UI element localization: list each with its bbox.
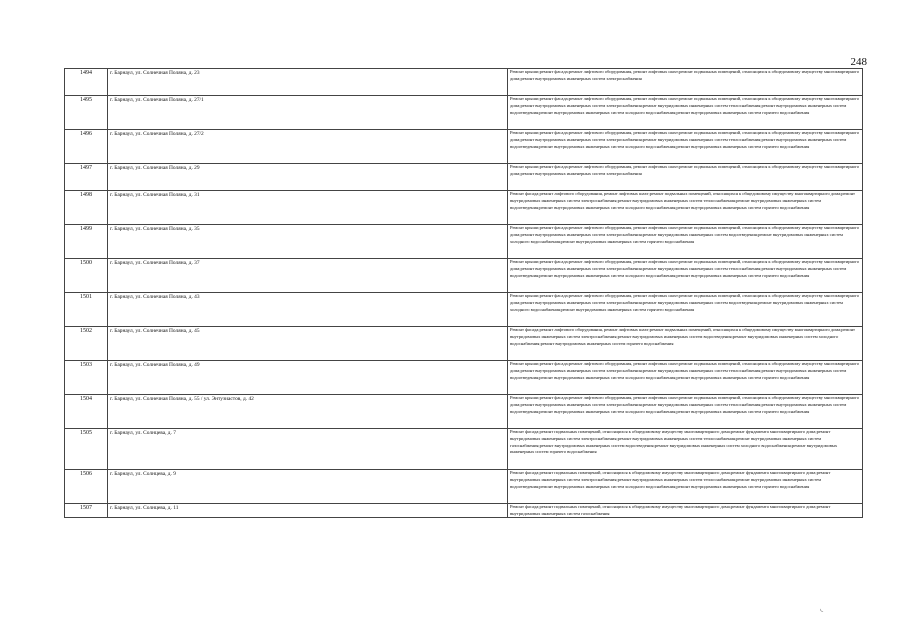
row-number: 1502 xyxy=(65,327,108,361)
row-address: г. Барнаул, ул. Солнечная Поляна, д. 37 xyxy=(108,259,508,293)
row-number: 1501 xyxy=(65,293,108,327)
row-number: 1500 xyxy=(65,259,108,293)
row-work-types xyxy=(508,130,863,164)
table-body xyxy=(65,69,863,518)
work-text: Ремонт крыши;ремонт фасада;ремонт лифтового оборудования, ремонт лифтовых шахт;ремонт подвальных помещений, относящихся к общедомовому имуществу многоквартирного дома;ремонт внутридомовых инженерных систем электроснабжения;ремонт внутридомовых инженерных систем водоотведения;ремонт внутридомовых инженерных систем холодного водоснабжения;ремонт внутридомовых инженерных систем горячего водоснабжения xyxy=(510,293,860,312)
row-work-types xyxy=(508,470,863,504)
row-work-types xyxy=(508,164,863,191)
scan-mark: ◟ xyxy=(820,604,824,613)
table-row xyxy=(65,130,863,164)
work-text: Ремонт крыши;ремонт фасада;ремонт лифтового оборудования, ремонт лифтовых шахт;ремонт подвальных помещений, относящихся к общедомовому имуществу многоквартирного дома;ремонт внутридомовых инженерных систем электроснабжения;ремонт внутридомовых инженерных систем теплоснабжения;ремонт внутридомовых инженерных систем водоотведения;ремонт внутридомовых инженерных систем холодного водоснабжения;ремонт внутридомовых инженерных систем горячего водоснабжения xyxy=(510,96,860,115)
row-work-types xyxy=(508,225,863,259)
row-work-types xyxy=(508,69,863,96)
row-number: 1503 xyxy=(65,361,108,395)
row-address: г. Барнаул, ул. Солнечная Поляна, д. 55 / ул. Энтузиастов, д. 42 xyxy=(108,395,508,429)
table-row xyxy=(65,96,863,130)
table-row xyxy=(65,395,863,429)
table-row xyxy=(65,259,863,293)
row-address: г. Барнаул, ул. Солнечная Поляна, д. 43 xyxy=(108,293,508,327)
row-address: г. Барнаул, ул. Солнечная Поляна, д. 23 xyxy=(108,69,508,96)
row-work-types xyxy=(508,96,863,130)
row-address: г. Барнаул, ул. Солнечная Поляна, д. 49 xyxy=(108,361,508,395)
row-number: 1506 xyxy=(65,470,108,504)
row-number: 1494 xyxy=(65,69,108,96)
row-work-types xyxy=(508,293,863,327)
row-address: г. Барнаул, ул. Солнцева, д. 7 xyxy=(108,429,508,470)
table-row xyxy=(65,327,863,361)
table-row xyxy=(65,69,863,96)
row-number: 1496 xyxy=(65,130,108,164)
row-address: г. Барнаул, ул. Солнечная Поляна, д. 45 xyxy=(108,327,508,361)
table-row xyxy=(65,225,863,259)
repair-table xyxy=(64,68,863,518)
work-text: Ремонт крыши;ремонт фасада;ремонт лифтового оборудования, ремонт лифтовых шахт;ремонт подвальных помещений, относящихся к общедомовому имуществу многоквартирного дома;ремонт внутридомовых инженерных систем электроснабжения;ремонт внутридомовых инженерных систем теплоснабжения;ремонт внутридомовых инженерных систем водоотведения;ремонт внутридомовых инженерных систем холодного водоснабжения;ремонт внутридомовых инженерных систем горячего водоснабжения xyxy=(510,130,860,149)
row-address: г. Барнаул, ул. Солнечная Поляна, д. 27/2 xyxy=(108,130,508,164)
table-row xyxy=(65,361,863,395)
work-text: Ремонт крыши;ремонт фасада;ремонт лифтового оборудования, ремонт лифтовых шахт;ремонт подвальных помещений, относящихся к общедомовому имуществу многоквартирного дома;ремонт внутридомовых инженерных систем электроснабжения xyxy=(510,164,860,176)
row-work-types xyxy=(508,259,863,293)
work-text: Ремонт крыши;ремонт фасада;ремонт лифтового оборудования, ремонт лифтовых шахт;ремонт подвальных помещений, относящихся к общедомовому имуществу многоквартирного дома;ремонт внутридомовых инженерных систем электроснабжения;ремонт внутридомовых инженерных систем теплоснабжения;ремонт внутридомовых инженерных систем водоотведения;ремонт внутридомовых инженерных систем холодного водоснабжения;ремонт внутридомовых инженерных систем горячего водоснабжения xyxy=(510,361,860,380)
row-number: 1499 xyxy=(65,225,108,259)
row-number: 1504 xyxy=(65,395,108,429)
row-number: 1507 xyxy=(65,504,108,518)
table-row xyxy=(65,191,863,225)
row-address: г. Барнаул, ул. Солнечная Поляна, д. 31 xyxy=(108,191,508,225)
work-text: Ремонт фасада;ремонт лифтового оборудования, ремонт лифтовых шахт;ремонт подвальных помещений, относящихся к общедомовому имуществу многоквартирного дома;ремонт внутридомовых инженерных систем электроснабжения;ремонт внутридомовых инженерных систем водоотведения;ремонт внутридомовых инженерных систем холодного водоснабжения;ремонт внутридомовых инженерных систем горячего водоснабжения xyxy=(510,327,856,346)
work-text: Ремонт фасада;ремонт лифтового оборудования, ремонт лифтовых шахт;ремонт подвальных помещений, относящихся к общедомовому имуществу многоквартирного дома;ремонт внутридомовых инженерных систем электроснабжения;ремонт внутридомовых инженерных систем теплоснабжения;ремонт внутридомовых инженерных систем водоотведения;ремонт внутридомовых инженерных систем холодного водоснабжения;ремонт внутридомовых инженерных систем горячего водоснабжения xyxy=(510,191,856,210)
row-work-types xyxy=(508,429,863,470)
table-row xyxy=(65,164,863,191)
work-text: Ремонт фасада;ремонт подвальных помещений, относящихся к общедомовому имуществу многоквартирного дома;ремонт фундамента многоквартирного дома;ремонт внутридомовых инженерных систем электроснабжения;ремонт внутридомовых инженерных систем теплоснабжения;ремонт внутридомовых инженерных систем газоснабжения;ремонт внутридомовых инженерных систем водоотведения;ремонт внутридомовых инженерных систем холодного водоснабжения;ремонт внутридомовых инженерных систем горячего водоснабжения xyxy=(510,429,838,455)
page-number: 248 xyxy=(850,56,867,68)
row-work-types xyxy=(508,504,863,518)
row-number: 1495 xyxy=(65,96,108,130)
table-row xyxy=(65,504,863,518)
row-work-types xyxy=(508,395,863,429)
table-row xyxy=(65,293,863,327)
row-address: г. Барнаул, ул. Солнцева, д. 9 xyxy=(108,470,508,504)
row-address: г. Барнаул, ул. Солнцева, д. 11 xyxy=(108,504,508,518)
table-row xyxy=(65,429,863,470)
work-text: Ремонт фасада;ремонт подвальных помещений, относящихся к общедомовому имуществу многоквартирного дома;ремонт фундамента многоквартирного дома;ремонт внутридомовых инженерных систем электроснабжения;ремонт внутридомовых инженерных систем теплоснабжения;ремонт внутридомовых инженерных систем водоотведения;ремонт внутридомовых инженерных систем холодного водоснабжения;ремонт внутридомовых инженерных систем горячего водоснабжения xyxy=(510,470,831,489)
row-work-types xyxy=(508,361,863,395)
row-work-types xyxy=(508,327,863,361)
work-text: Ремонт крыши;ремонт фасада;ремонт лифтового оборудования, ремонт лифтовых шахт;ремонт подвальных помещений, относящихся к общедомовому имуществу многоквартирного дома;ремонт внутридомовых инженерных систем электроснабжения;ремонт внутридомовых инженерных систем водоотведения;ремонт внутридомовых инженерных систем холодного водоснабжения;ремонт внутридомовых инженерных систем горячего водоснабжения xyxy=(510,225,860,244)
row-number: 1497 xyxy=(65,164,108,191)
table-row xyxy=(65,470,863,504)
row-address: г. Барнаул, ул. Солнечная Поляна, д. 27/1 xyxy=(108,96,508,130)
row-address: г. Барнаул, ул. Солнечная Поляна, д. 35 xyxy=(108,225,508,259)
work-text: Ремонт крыши;ремонт фасада;ремонт лифтового оборудования, ремонт лифтовых шахт;ремонт подвальных помещений, относящихся к общедомовому имуществу многоквартирного дома;ремонт внутридомовых инженерных систем электроснабжения xyxy=(510,69,860,81)
work-text: Ремонт крыши;ремонт фасада;ремонт лифтового оборудования, ремонт лифтовых шахт;ремонт подвальных помещений, относящихся к общедомовому имуществу многоквартирного дома;ремонт внутридомовых инженерных систем электроснабжения;ремонт внутридомовых инженерных систем теплоснабжения;ремонт внутридомовых инженерных систем водоотведения;ремонт внутридомовых инженерных систем холодного водоснабжения;ремонт внутридомовых инженерных систем горячего водоснабжения xyxy=(510,395,860,414)
work-text: Ремонт крыши;ремонт фасада;ремонт лифтового оборудования, ремонт лифтовых шахт;ремонт подвальных помещений, относящихся к общедомовому имуществу многоквартирного дома;ремонт внутридомовых инженерных систем электроснабжения;ремонт внутридомовых инженерных систем теплоснабжения;ремонт внутридомовых инженерных систем водоотведения;ремонт внутридомовых инженерных систем холодного водоснабжения;ремонт внутридомовых инженерных систем горячего водоснабжения xyxy=(510,259,860,278)
row-number: 1498 xyxy=(65,191,108,225)
row-address: г. Барнаул, ул. Солнечная Поляна, д. 29 xyxy=(108,164,508,191)
work-text: Ремонт фасада;ремонт подвальных помещений, относящихся к общедомовому имуществу многоквартирного дома;ремонт фундамента многоквартирного дома;ремонт внутридомовых инженерных систем газоснабжения xyxy=(510,504,831,516)
row-work-types xyxy=(508,191,863,225)
row-number: 1505 xyxy=(65,429,108,470)
